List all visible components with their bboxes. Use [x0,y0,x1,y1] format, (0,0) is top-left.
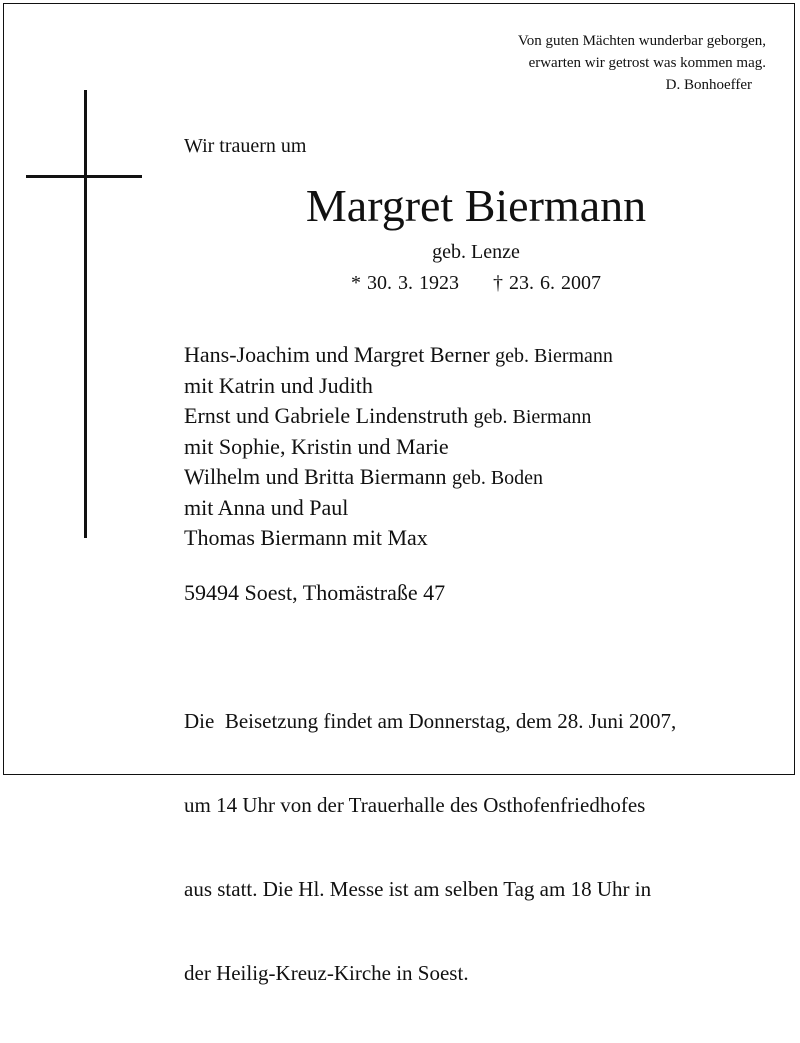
family-line: mit Anna und Paul [184,495,349,520]
life-dates [4,272,800,295]
family-list [184,340,613,553]
funeral-line: aus statt. Die Hl. Messe ist am selben Tag am 18 Uhr in [184,877,652,901]
bonhoeffer-quote [518,30,766,96]
family-line: mit Katrin und Judith [184,373,373,398]
funeral-details [184,651,676,1043]
funeral-line: um 14 Uhr von der Trauerhalle des Osthofenfriedhofes [184,793,646,817]
funeral-line: Die Beisetzung findet am Donnerstag, dem 28. Juni 2007, [184,709,677,733]
family-line: mit Sophie, Kristin und Marie [184,434,449,459]
deceased-name: Margret Biermann [305,180,647,231]
family-note: geb. Boden [451,467,544,489]
family-line: Wilhelm und Britta Biermann geb. Boden [184,464,544,489]
family-line: Thomas Biermann mit Max [184,525,428,550]
family-note: geb. Biermann [495,345,613,367]
quote-line: Von guten Mächten wunderbar geborgen, [517,33,766,49]
birth-date: * 30. 3. 1923 [351,272,459,294]
death-date: † 23. 6. 2007 [493,272,601,294]
family-line: Hans-Joachim und Margret Berner geb. Biermann [184,342,613,367]
family-line: Ernst und Gabriele Lindenstruth geb. Biermann [184,403,592,428]
quote-line: erwarten wir getrost was kommen mag. [528,55,766,71]
intro-text: Wir trauern um [184,135,307,157]
obituary-notice [3,3,795,985]
maiden-name: geb. Lenze [432,241,520,263]
cross-vertical-bar [84,90,87,538]
funeral-line: der Heilig-Kreuz-Kirche in Soest. [184,961,469,985]
quote-author: D. Bonhoeffer [665,77,752,93]
family-note: geb. Biermann [473,406,592,428]
address: 59494 Soest, Thomästraße 47 [184,580,446,605]
